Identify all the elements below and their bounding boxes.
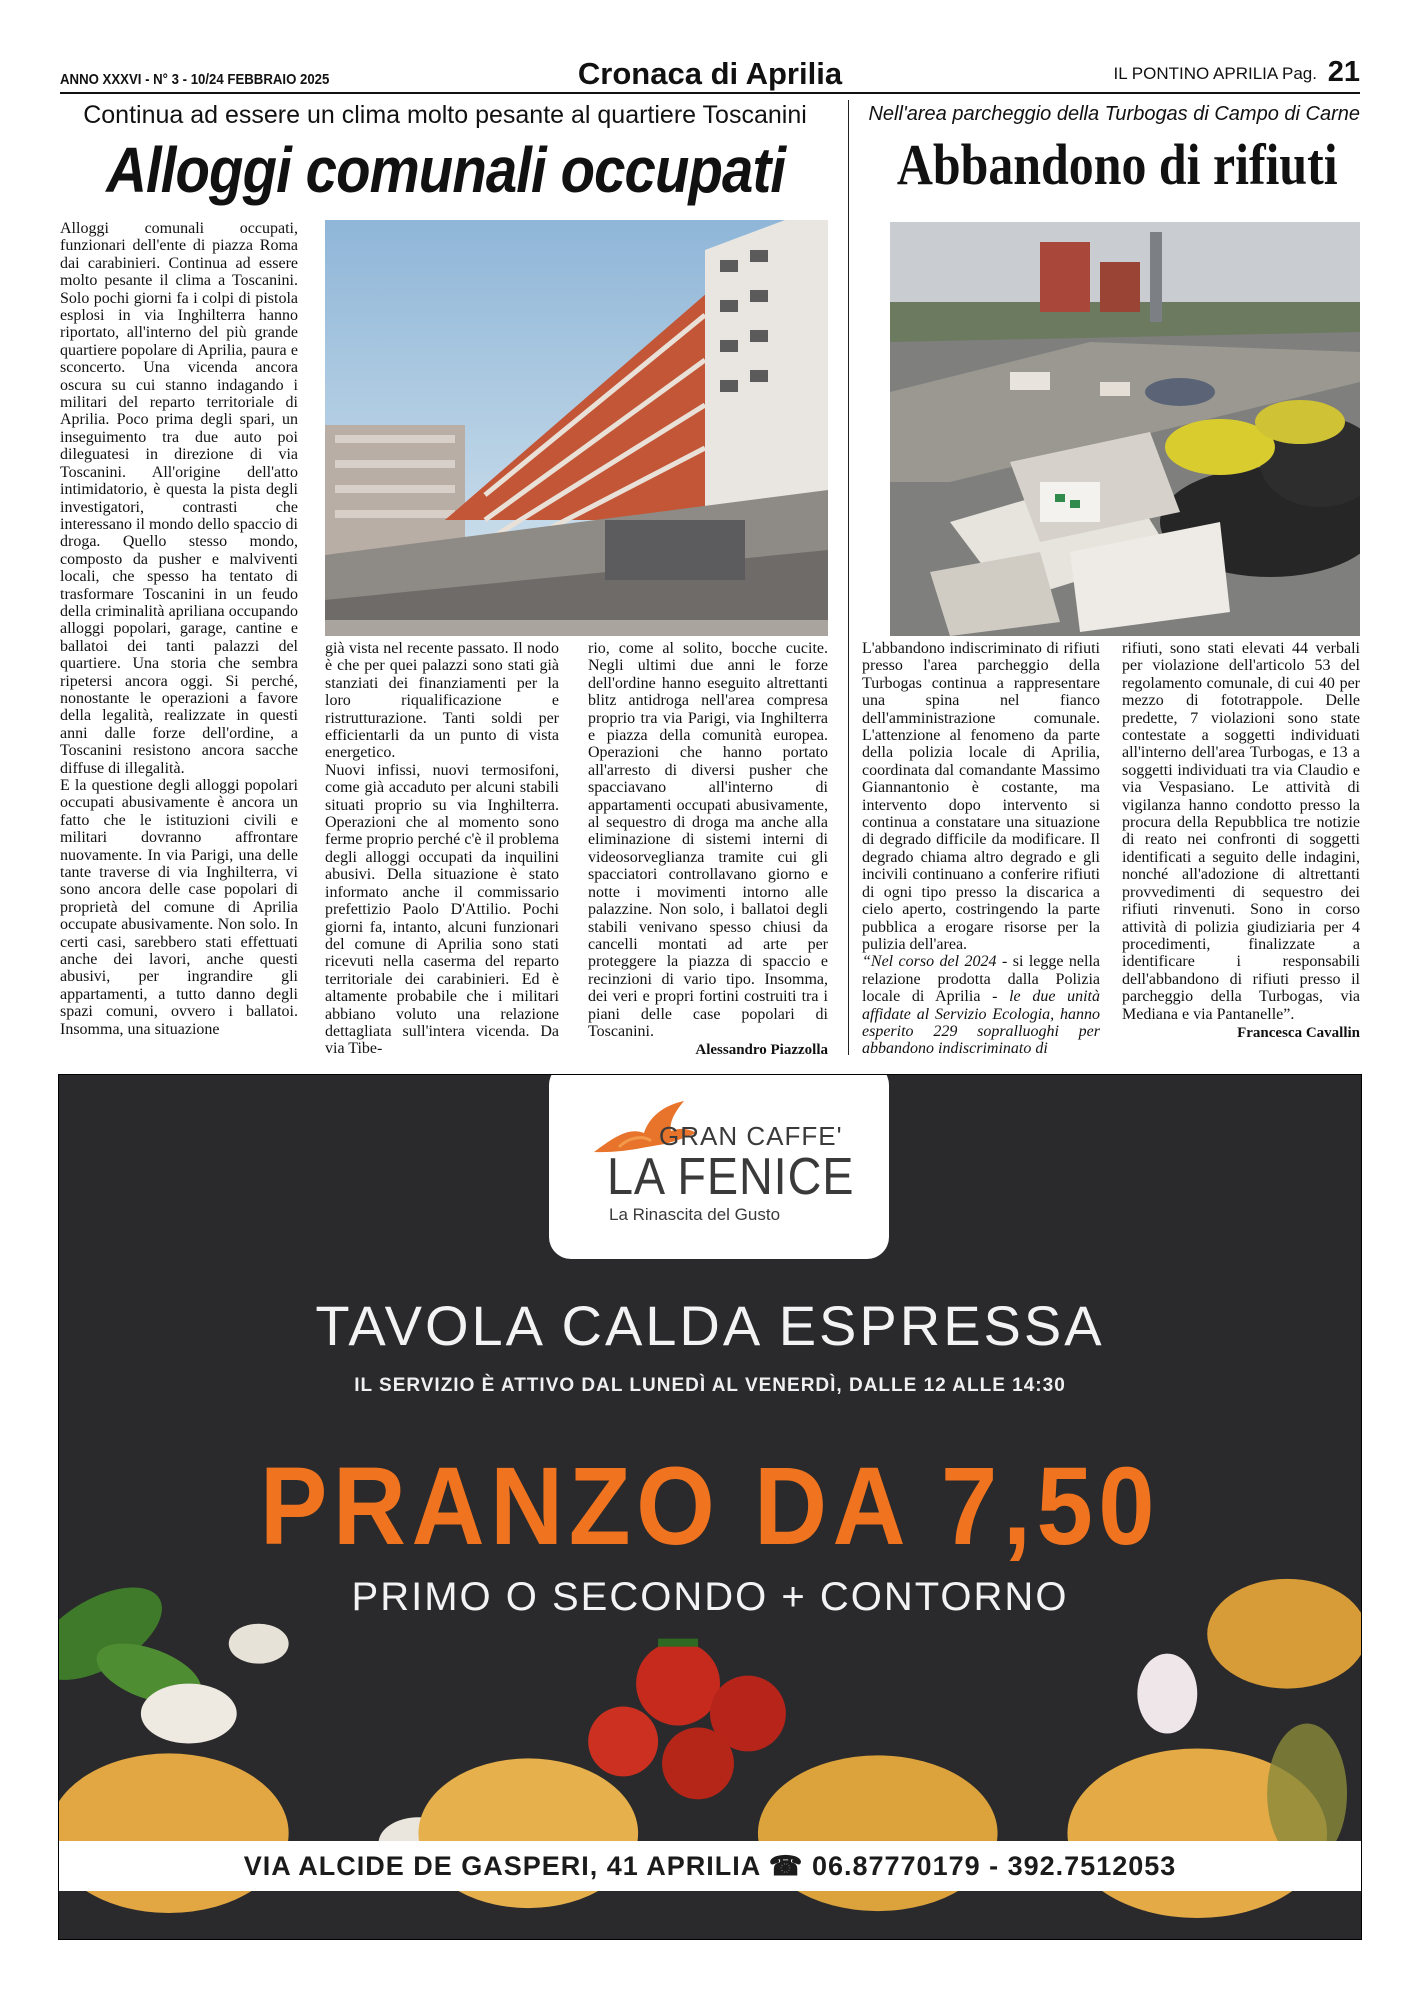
ad-price: PRANZO DA 7,50 [259,1445,1161,1568]
right-article-author: Francesca Cavallin [1237,1024,1360,1041]
masthead [60,58,1360,94]
ad-service-hours: IL SERVIZIO È ATTIVO DAL LUNEDÌ AL VENERDÌ, DALLE 12 ALLE 14:30 [354,1375,1066,1396]
left-article-kicker: Continua ad essere un clima molto pesante al quartiere Toscanini [83,101,807,129]
left-article-column-2 [325,640,559,1058]
left-col2-para2: Nuovi infissi, nuovi termosifoni, come già accaduto per alcuni stabili situati proprio su via Inghilterra. Operazioni che al momento sono ferme proprio perché c'è il problema degli alloggi occupati da inquilini abusivi. Della situazione è stato informato anche il commissario prefettizio Paolo D'Attilio. Pochi giorni fa, intanto, alcuni funzionari del comune di Aprilia sono stati ricevuti nella caserma del reparto territoriale dei carabinieri. Ed è altamente probabile che i militari abbiano voluto una relazione dettagliata sull'intera vicenda. Da via Tibe- [325,761,559,1058]
issue-info: ANNO XXXVI - N° 3 - 10/24 FEBBRAIO 2025 [60,71,330,88]
right-article-column-1 [862,640,1100,1058]
photo-waste-parking [890,222,1360,636]
right-article-kicker: Nell'area parcheggio della Turbogas di Campo di Carne [868,103,1360,125]
column-divider [848,100,849,1055]
left-col3-para1: rio, come al solito, bocche cucite. Negli ultimi due anni le forze dell'ordine hanno eseguito altrettanti blitz antidroga nell'area compresa proprio tra via Parigi, via Inghilterra e piazza della comunità europea. Operazioni che hanno portato all'arresto di diversi pusher che spacciavano all'interno di appartamenti occupati abusivamente, al sequestro di droga ma anche alla eliminazione di sistemi interni di videosorveglianza tramite cui gli spacciatori controllavano giorno e notte i movimenti intorno alle palazzine. Non solo, i ballatoi degli stabili venivano spesso chiusi da cancelli montati ad arte per proteggere la piazza di spaccio e recinzioni di vario tipo. Insomma, dei veri e propri fortini costruiti tra i piani delle case popolari di Toscanini. [588,640,828,1040]
ad-logo-card [549,1074,889,1259]
paper-name: IL PONTINO APRILIA [1113,64,1278,83]
ad-logo-line1: GRAN CAFFE' [659,1121,843,1151]
right-article-column-2 [1122,640,1360,1058]
page-number: 21 [1327,56,1360,88]
paper-page [1114,56,1360,89]
right-col1-quote-a: “Nel corso del 2024 [862,953,997,971]
right-col1-para1: L'abbandono indiscriminato di rifiuti presso l'area parcheggio della Turbogas continua a rappresentare una spina nel fianco dell'amministrazione comunale. L'attenzione al fenomeno da parte della polizia locale di Aprilia, coordinata dal comandante Massimo Giannantonio è costante, ma intervento dopo intervento si continua a constatare una situazione di degrado difficile da modificare. Il degrado chiama altro degrado e gli incivili continuano a conferire rifiuti di ogni tipo presso la discarica a cielo aperto, costringendo la parte pubblica a erogare risorse per la pulizia dell'area. [862,640,1100,953]
right-col1-quote-b: - si legge nella relazione prodotta dalla Polizia locale di Aprilia - [862,953,1100,1006]
ad-phones: 06.87770179 - 392.7512053 [811,1851,1177,1881]
ad-address: VIA ALCIDE DE GASPERI, 41 APRILIA [243,1851,761,1881]
left-col1-para1: Alloggi comunali occupati, funzionari dell'ente di piazza Roma dai carabinieri. Continua ad essere molto pesante il clima a Toscanini. Solo pochi giorni fa i colpi di pistola esplosi in via Inghilterra hanno riportato, all'interno del più grande quartiere popolare di Aprilia, paura e sconcerto. Una vicenda ancora oscura su cui stanno indagando i militari del reparto territoriale di Aprilia. Poco prima degli spari, un inseguimento tra due auto poi dileguatesi in direzione di via Toscanini. All'origine dell'atto intimidatorio, è questa la pista degli investigatori, contrasti che interessano il mondo dello spaccio di droga. Quello stesso mondo, composto da pusher e malviventi locali, che spesso ha tentato di trasformare Toscanini in un feudo della criminalità apriliana occupando alloggi popolari, garage, cantine e ballatoi dei tanti palazzi del quartiere. Una storia che sembra ripetersi ancora oggi. Si perché, nonostante le operazioni a favore della legalità, realizzate in questi anni dalle forze dell'ordine, a Toscanini resistono ancora sacche diffuse di illegalità. [60,220,298,777]
left-article-title: Alloggi comunali occupati [106,134,786,206]
ad-offer: PRIMO O SECONDO + CONTORNO [351,1575,1069,1619]
ad-logo-line2: LA FENICE [607,1148,855,1206]
right-col2-para1: rifiuti, sono stati elevati 44 verbali per violazione dell'articolo 53 del regolamento comunale, di cui 40 per mezzo di fototrappole. Delle predette, 7 violazioni sono state contestate a soggetti individuati all'interno dell'area Turbogas, e 13 a soggetti individuati tra via Claudio e via Vespasiano. Le attività di vigilanza hanno condotto presso la procura della Repubblica tre notizie di reato nei confronti di soggetti identificati a seguito delle indagini, nonché all'adozione di altrettanti provvedimenti di sequestro dei rifiuti rinvenuti. Sono in corso attività di polizia giudiziaria per 4 procedimenti, finalizzate a identificare i responsabili dell'abbandono di rifiuti presso il parcheggio della Turbogas, via Mediana e via Pantanelle”. [1122,640,1360,1023]
right-col1-para2 [862,953,1100,1057]
left-article-column-3 [588,640,828,1058]
right-col1-quote-c: le due unità affidate al Servizio Ecologia, hanno esperito 229 sopralluoghi per abbandono indiscriminato di [862,988,1100,1058]
page-label: Pag. [1282,64,1317,83]
photo-toscanini-buildings [325,220,828,636]
left-article-column-1 [60,220,298,1058]
advertisement-la-fenice [58,1074,1362,1940]
section-title: Cronaca di Aprilia [577,56,843,91]
ad-contact-bar [59,1841,1361,1891]
ad-headline: TAVOLA CALDA ESPRESSA [315,1294,1105,1357]
left-col1-para2: E la questione degli alloggi popolari occupati abusivamente è ancora un fatto che le istituzioni civili e militari dovranno affrontare nuovamente. In via Parigi, una delle tante traverse di via Inghilterra, vi sono ancora delle case popolari di proprietà del comune di Aprilia occupate abusivamente. Non solo. In certi casi, sarebbero stati effettuati anche dei lavori, anche questi abusivi, per ingrandire gli appartamenti, a tutto danno degli spazi comuni, ovvero i ballatoi. Insomma, una situazione [60,777,298,1038]
ad-logo-tagline: La Rinascita del Gusto [609,1205,781,1224]
left-col2-para1: già vista nel recente passato. Il nodo è che per quei palazzi sono stati già stanziati dei finanziamenti per la loro riqualificazione e ristrutturazione. Tanti soldi per efficientarli da un punto di vista energetico. [325,640,559,762]
left-article-author: Alessandro Piazzolla [695,1042,828,1058]
right-article-title: Abbandono di rifiuti [896,132,1338,197]
phone-icon: ☎ [768,1851,804,1881]
